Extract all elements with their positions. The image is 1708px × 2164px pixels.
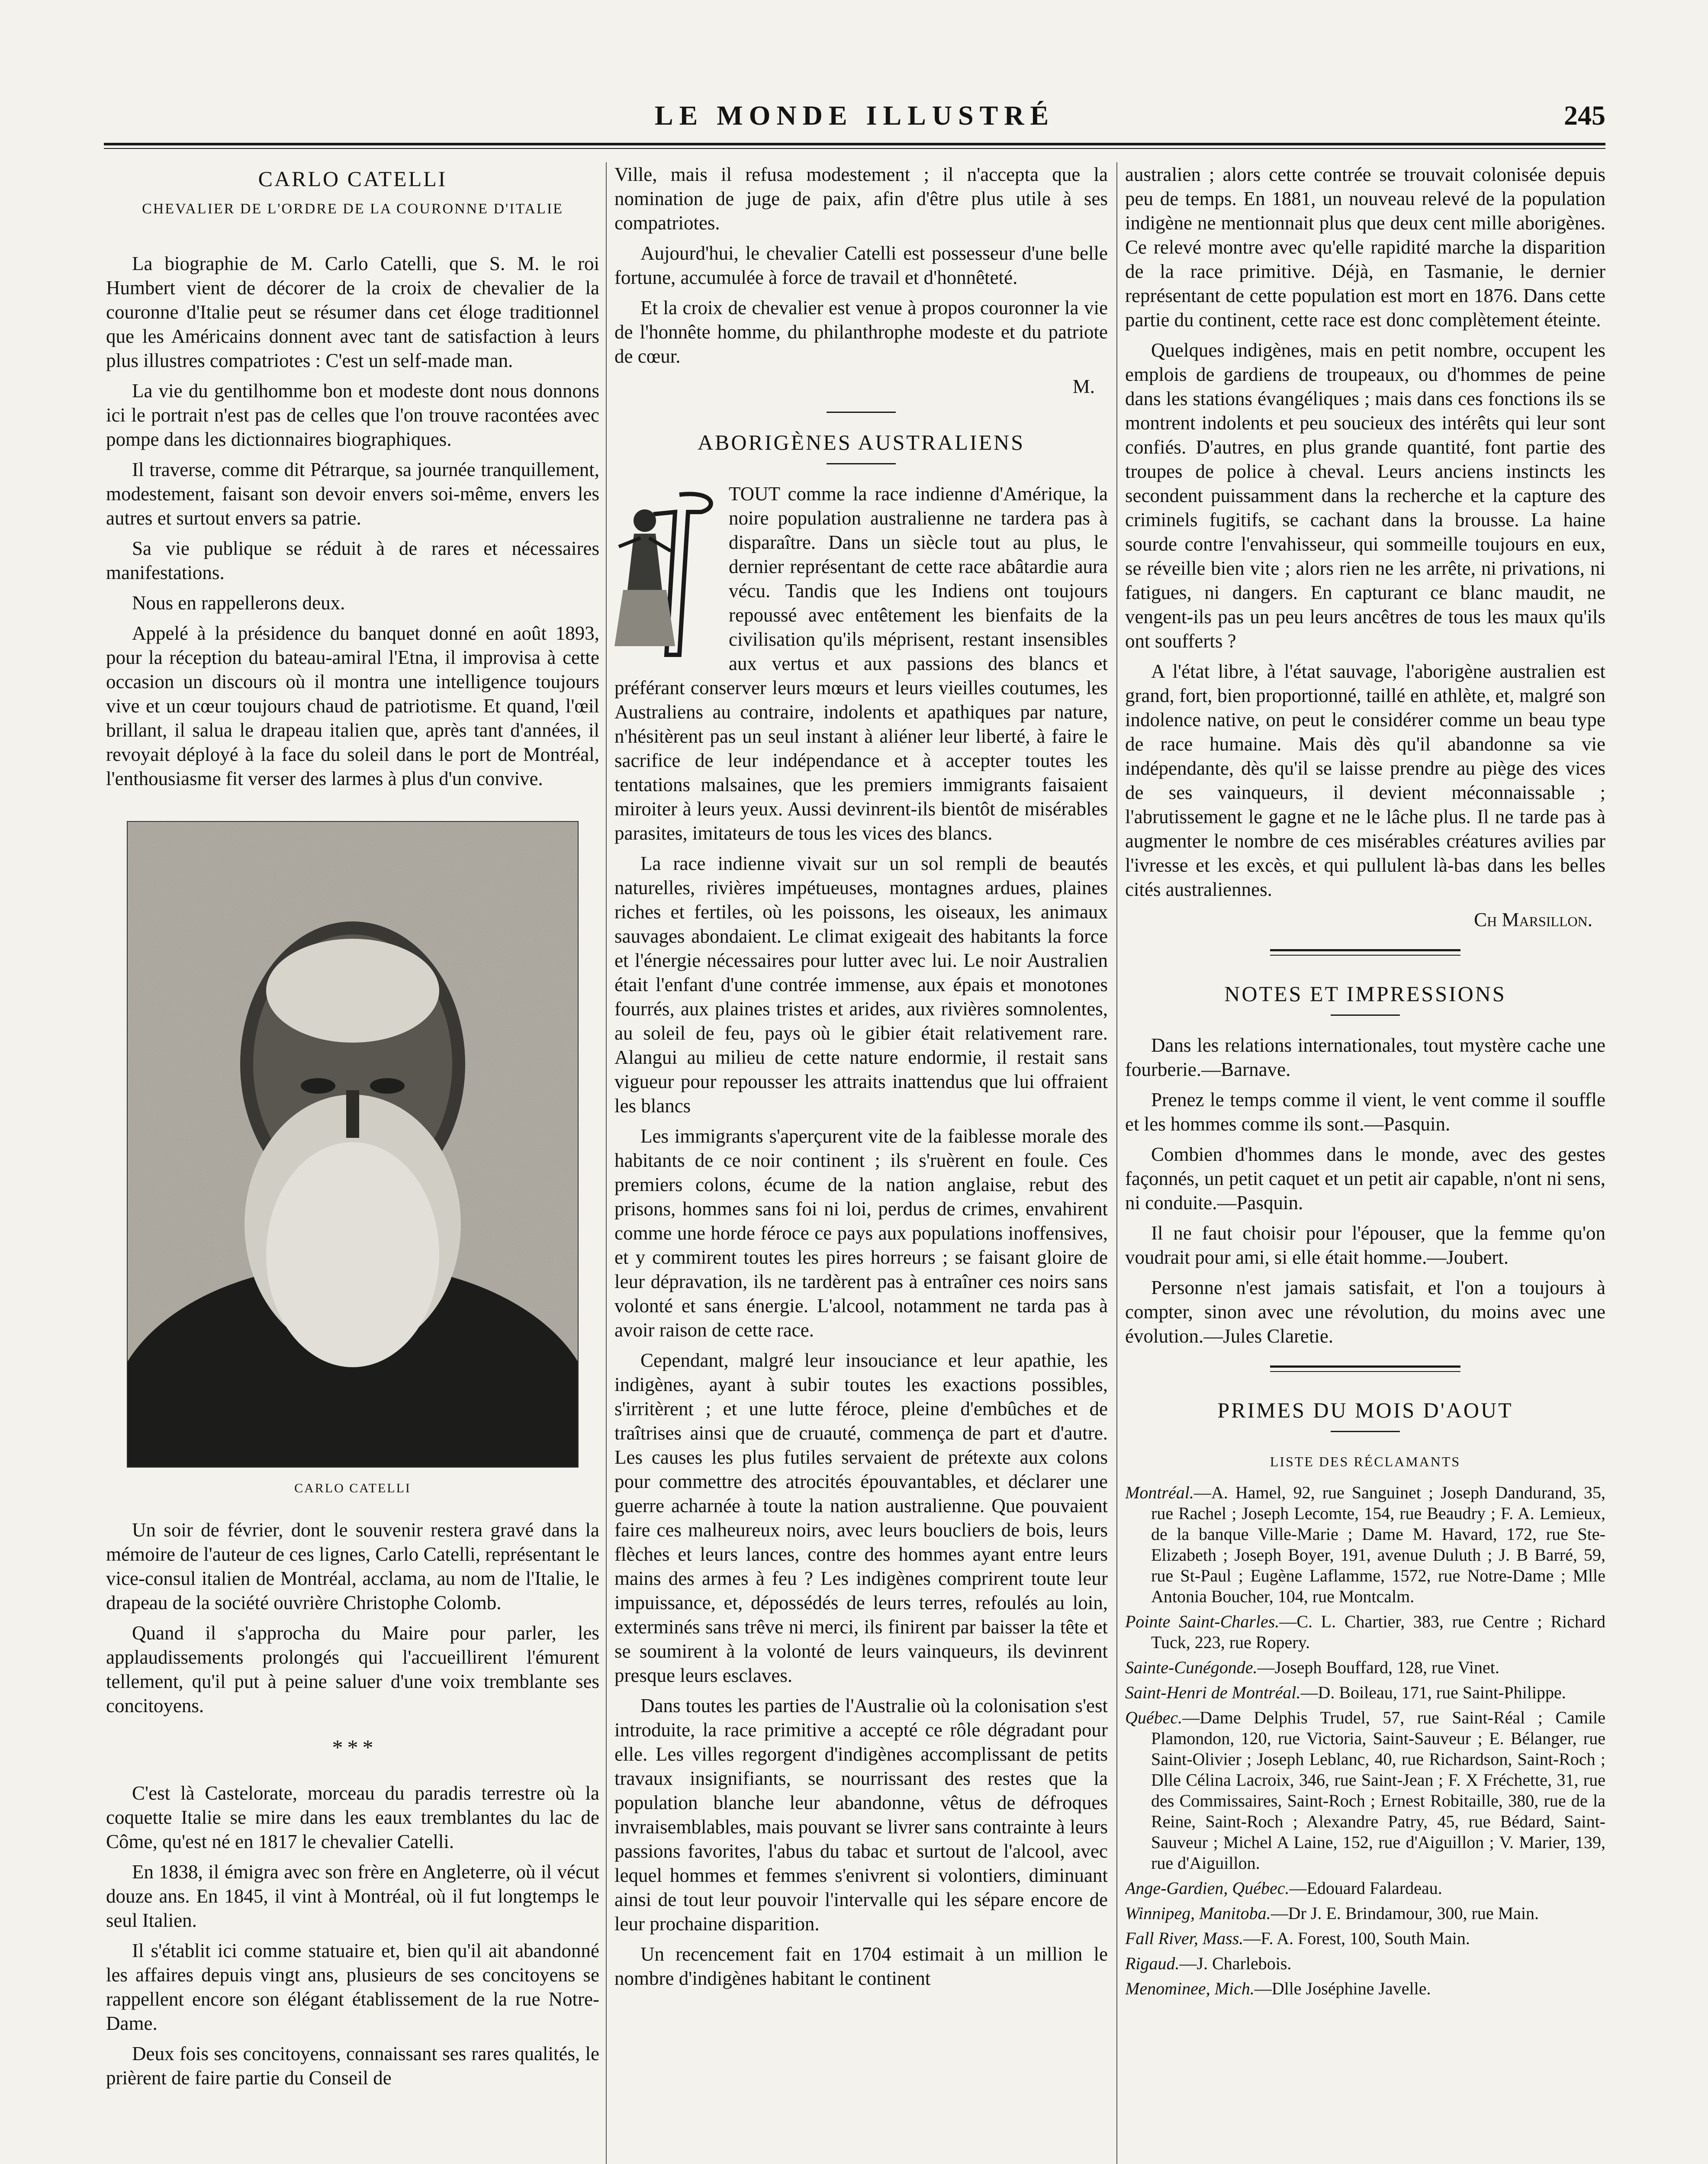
- entry-place: Pointe Saint-Charles.: [1125, 1612, 1280, 1631]
- list-heading: LISTE DES RÉCLAMANTS: [1270, 1454, 1461, 1469]
- section-title: PRIMES DU MOIS D'AOUT: [1217, 1398, 1513, 1422]
- section-rule: [1270, 949, 1460, 956]
- portrait-caption: CARLO CATELLI: [294, 1481, 411, 1495]
- portrait-engraving: [128, 822, 578, 1467]
- entry-names: —F. A. Forest, 100, South Main.: [1243, 1929, 1470, 1948]
- entry-names: —D. Boileau, 171, rue Saint-Philippe.: [1300, 1683, 1566, 1702]
- entry-place: Fall River, Mass.: [1125, 1929, 1244, 1948]
- entry-names: —C. L. Chartier, 383, rue Centre ; Richard Tuck, 223, rue Ropery.: [1151, 1612, 1605, 1652]
- paragraph: Il traverse, comme dit Pétrarque, sa journée tranquillement, modestement, faisant son devoir envers soi-même, envers les autres et surtout envers sa patrie.: [106, 459, 599, 529]
- column-1: [106, 162, 599, 2164]
- claimant-entry: [1125, 1611, 1605, 1653]
- paragraph: Ville, mais il refusa modestement ; il n'accepta que la nomination de juge de paix, afin d'être plus utile à ses compatriotes.: [614, 164, 1108, 234]
- paragraph: A l'état libre, à l'état sauvage, l'aborigène australien est grand, fort, bien proportionné, taillé en athlète, et, malgré son indolence native, on peut le considérer comme un beau type de race humaine. Mais dès qu'il abandonne sa vie indépendante, dès qu'il se laisse prendre au piège des vices de ses vainqueurs, il devient méconnaissable ; l'abrutissement le gagne et ne le lâche plus. Il ne tarde pas à augmenter le nombre de ces misérables créatures avilies par l'ivresse et les excès, et qui pullulent là-bas dans les belles cités australiennes.: [1125, 660, 1605, 900]
- portrait-photo: [127, 821, 579, 1468]
- claimant-entry: [1125, 1682, 1605, 1703]
- entry-place: Rigaud.: [1125, 1954, 1180, 1973]
- claimant-entry: [1125, 1482, 1605, 1607]
- paragraph: Cependant, malgré leur insouciance et leur apathie, les indigènes, ayant à subir toutes les exactions possibles, s'irritèrent ; et une lutte féroce, pleine d'embûches et de traîtrises ainsi que de cruauté, commença de part et d'autre. Les causes les plus futiles servaient de prétexte aux colons pour commettre des atrocités épouvantables, et déclarer une guerre acharnée à toute la nation australienne. Que pouvaient faire ces malheureux noirs, avec leurs boucliers de bois, leurs flèches et leurs lances, contre des hommes ayant entre leurs mains des armes à feu ? Les indigènes comprirent toute leur impuissance, et, dépossédés de leurs terres, refoulés au loin, exterminés sans trêve ni merci, ils finirent par baisser la tête et se soumirent à la volonté de leurs vainqueurs, ils devinrent presque leurs esclaves.: [614, 1349, 1108, 1686]
- title-underline: [827, 463, 896, 464]
- claimant-entry: [1125, 1707, 1605, 1874]
- column-divider: [606, 162, 607, 2164]
- section-rule: [1270, 1365, 1460, 1372]
- paragraph: Deux fois ses concitoyens, connaissant ses rares qualités, le prièrent de faire partie du Conseil de: [106, 2043, 599, 2089]
- claimant-entry: [1125, 1903, 1605, 1924]
- paragraph: Aujourd'hui, le chevalier Catelli est possesseur d'une belle fortune, accumulée à force de travail et d'honnêteté.: [614, 242, 1108, 288]
- quote: Personne n'est jamais satisfait, et l'on a toujours à compter, sinon avec une révolution, du moins avec une évolution.—Jules Claretie.: [1125, 1277, 1605, 1347]
- entry-place: Ange-Gardien, Québec.: [1125, 1878, 1290, 1898]
- section-asterism: * * *: [332, 1735, 373, 1759]
- entry-place: Menominee, Mich.: [1125, 1979, 1254, 1998]
- page-header: [104, 91, 1605, 138]
- claimant-entry: [1125, 1928, 1605, 1949]
- entry-names: —A. Hamel, 92, rue Sanguinet ; Joseph Dandurand, 35, rue Rachel ; Joseph Lecomte, 154, rue Beaudry ; F. A. Lemieux, de la banque Ville-Marie ; Dame M. Havard, 172, rue Ste-Elizabeth ; Joseph Boyer, 191, avenue Duluth ; J. B Barré, 59, rue St-Paul ; Eugène Laflamme, 1572, rue Notre-Dame ; Mlle Antonia Boucher, 104, rue Montcalm.: [1151, 1483, 1605, 1606]
- header-rule-thick: [104, 143, 1605, 145]
- entry-place: Sainte-Cunégonde.: [1125, 1658, 1258, 1677]
- quote: Dans les relations internationales, tout mystère cache une fourberie.—Barnave.: [1125, 1034, 1605, 1080]
- section-rule: [827, 412, 896, 413]
- title-underline: [1331, 1431, 1400, 1432]
- paragraph: La vie du gentilhomme bon et modeste dont nous donnons ici le portrait n'est pas de celles que l'on trouve racontées avec pompe dans les dictionnaires biographiques.: [106, 380, 599, 450]
- paragraph: TOUT comme la race indienne d'Amérique, la noire population australienne ne tardera pas à disparaître. Dans un siècle tout au plus, le dernier représentant de cette race abâtardie aura vécu. Tandis que les Indiens ont toujours repoussé avec entêtement les bienfaits de la civilisation qu'ils méprisent, restant insensibles aux vertus et aux passions des blancs et préférant conserver leurs mœurs et leurs vieilles coutumes, les Australiens au contraire, indolents et apathiques par nature, n'hésitèrent pas un seul instant à aliéner leur liberté, à faire le sacrifice de leur indépendance et à accepter toutes les tentations malsaines, que les premiers immigrants faisaient miroiter à leurs yeux. Aussi devinrent-ils bientôt de misérables parasites, imitateurs de tous les vices des blancs.: [614, 483, 1108, 844]
- entry-place: Québec.: [1125, 1708, 1183, 1727]
- article-title: CARLO CATELLI: [258, 167, 447, 191]
- paragraph: Les immigrants s'aperçurent vite de la faiblesse morale des habitants de ce noir continent ; ils s'ruèrent en foule. Ces premiers colons, écume de la nation anglaise, rebut des prisons, hommes sans foi ni loi, perdus de crimes, envahirent comme une horde féroce ce pays aux populations inoffensives, et y commirent toutes les pires horreurs ; se faisant gloire de leur dépravation, ils ne tardèrent pas à entraîner ces noirs sans volonté et sans énergie. L'alcool, notamment ne tarda pas à avoir raison de cette race.: [614, 1125, 1108, 1341]
- paragraph: Nous en rappellerons deux.: [132, 592, 345, 614]
- dropcap-figure: [614, 482, 723, 663]
- entry-names: —Dr J. E. Brindamour, 300, rue Main.: [1271, 1903, 1539, 1923]
- entry-place: Winnipeg, Manitoba.: [1125, 1903, 1271, 1923]
- signature: Ch Marsillon.: [1474, 909, 1592, 931]
- quote: Prenez le temps comme il vient, le vent comme il souffle et les hommes comme ils sont.—Pasquin.: [1125, 1089, 1605, 1135]
- paragraph: C'est là Castelorate, morceau du paradis terrestre où la coquette Italie se mire dans les eaux tremblantes du lac de Côme, qu'est né en 1817 le chevalier Catelli.: [106, 1782, 599, 1852]
- entry-names: —Edouard Falardeau.: [1289, 1878, 1442, 1898]
- paragraph: Sa vie publique se réduit à de rares et nécessaires manifestations.: [106, 538, 599, 583]
- section-title: NOTES ET IMPRESSIONS: [1224, 982, 1506, 1006]
- paragraph: La race indienne vivait sur un sol rempli de beautés naturelles, rivières impétueuses, montagnes ardues, plaines riches et fertiles, où les poissons, les oiseaux, les animaux sauvages abondaient. Le climat exigeait des habitants la force et l'énergie nécessaires pour lutter avec lui. Le noir Australien était l'enfant d'une contrée immense, aux épais et monotones fourrés, aux plaines tristes et arides, aux rivières somnolentes, au soleil de feu, pays où le gibier était relativement rare. Alangui au milieu de cette nature endormie, il restait sans vigueur pour repousser les attraits inattendus que lui offraient les blancs: [614, 853, 1108, 1117]
- paragraph: Quand il s'approcha du Maire pour parler, les applaudissements prolongés qui l'accueillirent l'émurent tellement, qu'il put à peine saluer d'une voix tremblante ses concitoyens.: [106, 1622, 599, 1716]
- article-title: ABORIGÈNES AUSTRALIENS: [697, 430, 1025, 454]
- column-divider: [1116, 162, 1117, 2164]
- entry-names: —Dlle Joséphine Javelle.: [1254, 1979, 1431, 1998]
- signature: M.: [1072, 376, 1095, 397]
- entry-names: —Dame Delphis Trudel, 57, rue Saint-Réal ; Camile Plamondon, 120, rue Victoria, Saint-Sauveur ; E. Bélanger, rue Saint-Olivier ; Joseph Leblanc, 40, rue Richardson, Saint-Roch ; Dlle Célina Lacroix, 346, rue Saint-Jean ; F. X Fréchette, 31, rue des Commissaires, Saint-Roch ; Ernest Robitaille, 380, rue de la Reine, Saint-Roch ; Alexandre Patry, 45, rue Bédard, Saint-Sauveur ; Michel A Laine, 152, rue d'Aiguillon ; V. Marier, 139, rue d'Aiguillon.: [1151, 1708, 1605, 1873]
- column-2: [614, 162, 1108, 2164]
- claimant-entry: [1125, 1657, 1605, 1678]
- article-subtitle: CHEVALIER DE L'ORDRE DE LA COURONNE D'ITALIE: [142, 201, 563, 217]
- paragraph: Un soir de février, dont le souvenir restera gravé dans la mémoire de l'auteur de ces lignes, Carlo Catelli, représentant le vice-consul italien de Montréal, acclama, au nom de l'Italie, le drapeau de la société ouvrière Christophe Colomb.: [106, 1519, 599, 1613]
- paragraph: Quelques indigènes, mais en petit nombre, occupent les emplois de gardiens de troupeaux, ou d'hommes de peine dans les stations évangéliques ; mais dans ces fonctions ils se montrent indolents et peu soucieux des intérêts qui leur sont confiés. D'autres, en plus grande quantité, font partie des troupes de police à cheval. Leurs anciens instincts les secondent puissamment dans la recherche et la capture des criminels fugitifs, se cachant dans la brousse. La haine sourde contre l'envahisseur, qui sommeille toujours en eux, se réveille bien vite ; alors rien ne les arrête, ni privations, ni fatigues, ni dangers. En capturant ce blanc maudit, ne vengent-ils pas un peu leurs ancêtres de tous les maux qu'ils ont soufferts ?: [1125, 339, 1605, 652]
- paragraph: australien ; alors cette contrée se trouvait colonisée depuis peu de temps. En 1881, un nouveau relevé de la population indigène ne mentionnait plus que deux cent mille aborigènes. Ce relevé montre avec qu'elle rapidité marche la disparition de la race primitive. Déjà, en Tasmanie, le dernier représentant de cette population est mort en 1876. Dans cette partie du continent, cette race est donc complètement éteinte.: [1125, 164, 1605, 331]
- claimant-entry: [1125, 1978, 1605, 1999]
- paragraph: Appelé à la présidence du banquet donné en août 1893, pour la réception du bateau-amiral l'Etna, il improvisa à cette occasion un discours où il montra une intelligence toujours vive et un cœur toujours chaud de patriotisme. Et quand, l'œil brillant, il salua le drapeau italien que, après tant d'années, il revoyait déployé à la face du soleil dans le port de Montréal, l'enthousiasme fit verser des larmes à plus d'un convive.: [106, 622, 599, 789]
- dropcap-illustration: [614, 482, 723, 663]
- paragraph: Et la croix de chevalier est venue à propos couronner la vie de l'honnête homme, du philanthrophe modeste et du patriote de cœur.: [614, 297, 1108, 367]
- column-3: [1125, 162, 1605, 2164]
- masthead-title: LE MONDE ILLUSTRÉ: [654, 100, 1055, 131]
- entry-names: —J. Charlebois.: [1179, 1954, 1292, 1973]
- entry-names: —Joseph Bouffard, 128, rue Vinet.: [1257, 1658, 1499, 1677]
- claimant-entry: [1125, 1953, 1605, 1974]
- quote: Il ne faut choisir pour l'épouser, que la femme qu'on voudrait pour ami, si elle était homme.—Joubert.: [1125, 1222, 1605, 1268]
- entry-place: Saint-Henri de Montréal.: [1125, 1683, 1301, 1702]
- page-number: 245: [1564, 100, 1605, 131]
- quote: Combien d'hommes dans le monde, avec des gestes façonnés, un petit caquet et un petit air capable, n'ont ni sens, ni conduite.—Pasquin.: [1125, 1143, 1605, 1214]
- paragraph: La biographie de M. Carlo Catelli, que S. M. le roi Humbert vient de décorer de la croix de chevalier de la couronne d'Italie peut se résumer dans cet éloge traditionnel que les Américains donnent avec tant de satisfaction à leurs plus illustres compatriotes : C'est un self-made man.: [106, 253, 599, 371]
- paragraph: Il s'établit ici comme statuaire et, bien qu'il ait abandonné les affaires depuis vingt ans, plusieurs de ses concitoyens se rappellent encore son élégant établissement de la rue Notre-Dame.: [106, 1940, 599, 2034]
- claimant-entry: [1125, 1878, 1605, 1899]
- title-underline: [1331, 1014, 1400, 1016]
- paragraph: Un recencement fait en 1704 estimait à un million le nombre d'indigènes habitant le continent: [614, 1943, 1108, 1989]
- paragraph: Dans toutes les parties de l'Australie où la colonisation s'est introduite, la race primitive a accepté ce rôle dégradant pour elle. Les villes regorgent d'indigènes accomplissant de petits travaux insignifiants, se nourrissant des restes que la population blanche leur abandonne, vêtus de défroques invraisemblables, mais pouvant se livrer sans contrainte à leurs passions favorites, l'abus du tabac et surtout de l'alcool, avec lequel hommes et femmes s'enivrent si volontiers, diminuant ainsi de tout leur pouvoir l'intervalle qui les sépare encore de leur prochaine disparition.: [614, 1695, 1108, 1935]
- entry-place: Montréal.: [1125, 1483, 1194, 1502]
- header-rule-thin: [104, 148, 1605, 149]
- paragraph: En 1838, il émigra avec son frère en Angleterre, où il vécut douze ans. En 1845, il vint à Montréal, où il fut longtemps le seul Italien.: [106, 1861, 599, 1931]
